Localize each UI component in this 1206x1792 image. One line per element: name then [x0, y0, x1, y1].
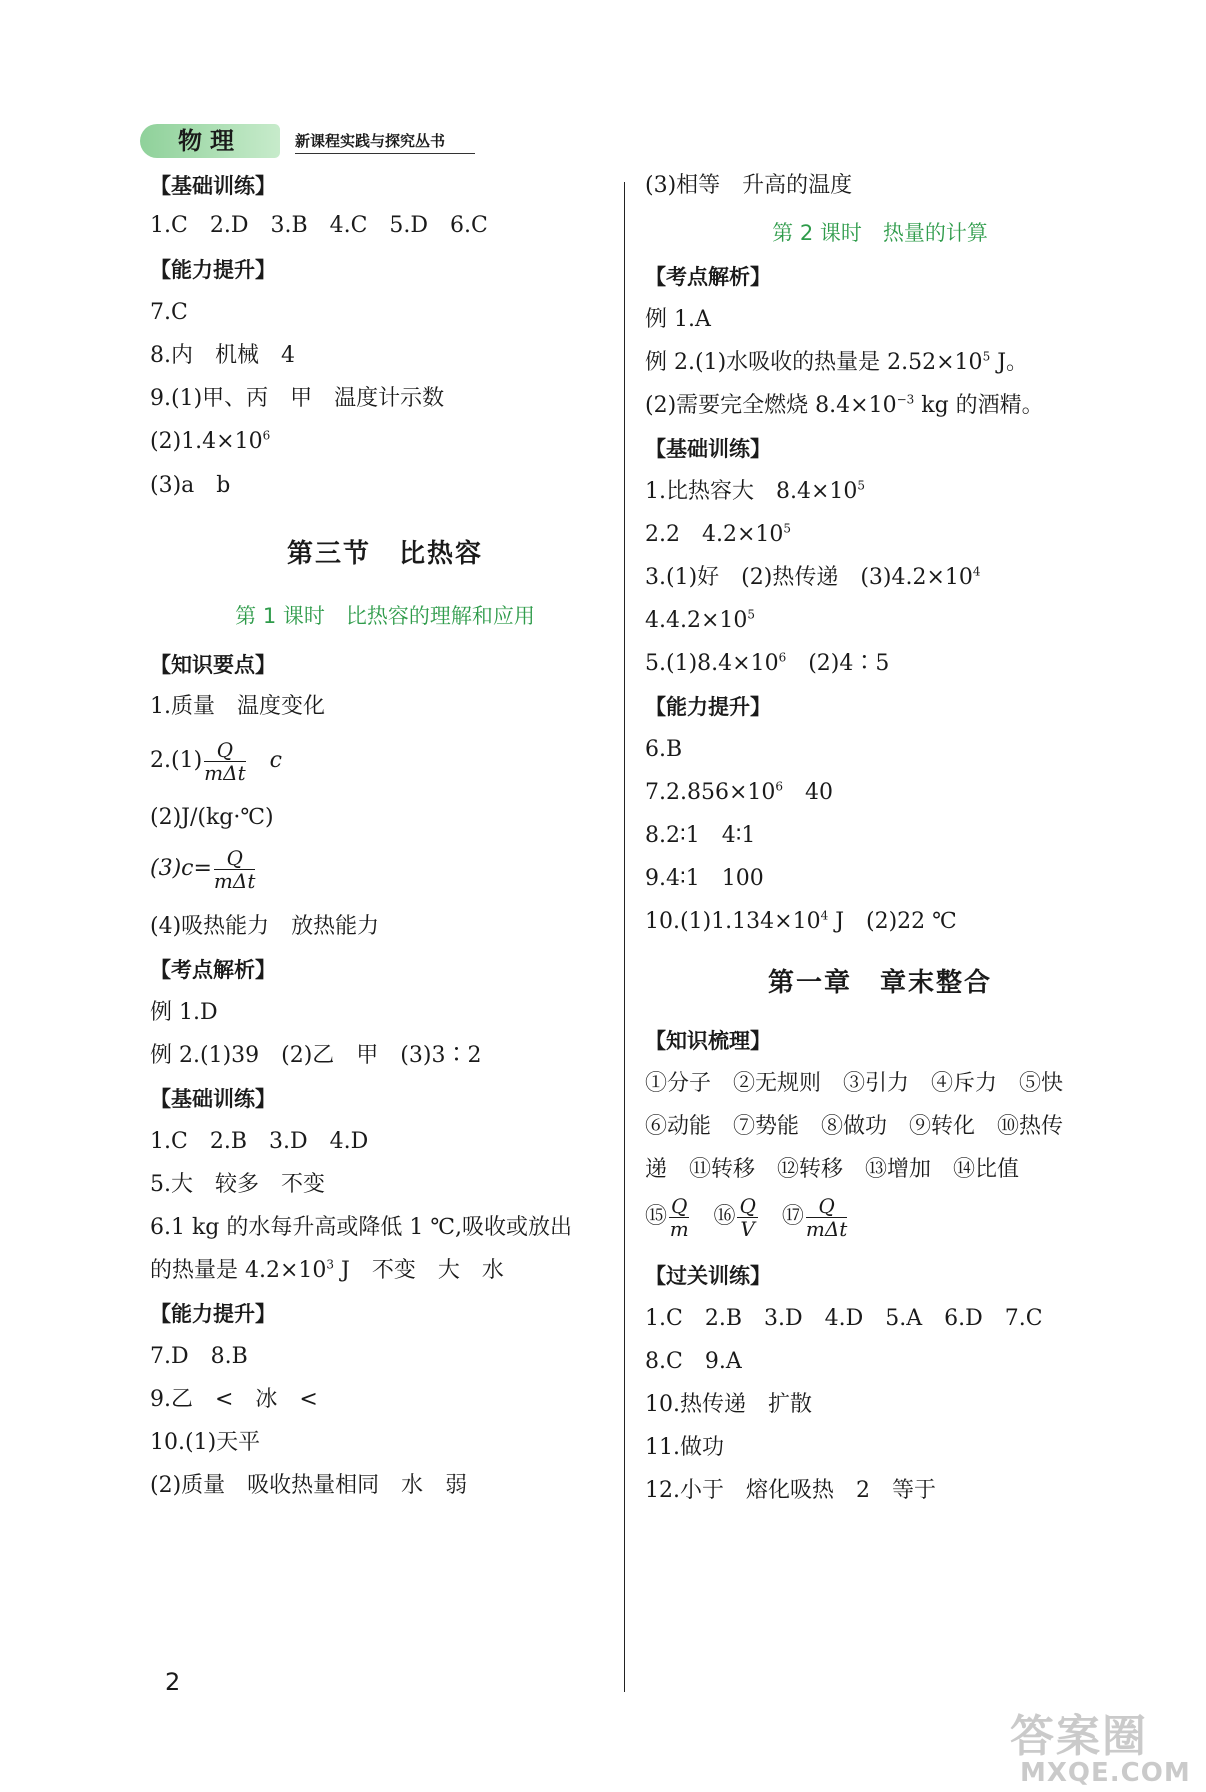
fraction: $\frac{Q}{\text{mΔt}}$: [805, 1193, 848, 1241]
page-header: [140, 120, 480, 160]
heading-pass-training: 【过关训练】: [645, 1264, 771, 1288]
answer-line: (3)c= $\frac{Q}{\text{mΔt}}$: [150, 845, 256, 893]
answer-line: 1.C 2.D 3.B 4.C 5.D 6.C: [150, 213, 488, 238]
answer-line: (3)相等 升高的温度: [645, 173, 853, 198]
answer-line: 1.比热容大 $8.4\times 10^5$: [645, 478, 866, 504]
answer-line: (2)质量 吸收热量相同 水 弱: [150, 1473, 468, 1498]
answer-line: $(2)1.4\times 10^6$: [150, 428, 271, 454]
lesson-title: 第 1 课时 比热容的理解和应用: [235, 604, 535, 628]
heading-basic-training: 【基础训练】: [150, 174, 276, 198]
answer-line: 例 1.A: [645, 307, 711, 332]
answer-line: 10.热传递 扩散: [645, 1392, 812, 1417]
heading-ability: 【能力提升】: [150, 1302, 276, 1326]
answer-line: (2)需要完全燃烧 $8.4\times 10^{-3}$ kg 的酒精。: [645, 392, 1044, 418]
section-title: 第一章 章末整合: [767, 968, 992, 998]
answer-line: 9.4∶1 100: [645, 866, 764, 891]
answer-line: 例 2.(1)水吸收的热量是 $2.52\times 10^5$ J。: [645, 349, 1029, 375]
answer-line: (2)J/(kg·℃): [150, 805, 274, 830]
answer-line: 的热量是 $4.2\times 10^3$ J 不变 大 水: [150, 1257, 504, 1283]
answer-line: 8.C 9.A: [645, 1349, 742, 1374]
answer-line: 6.1 kg 的水每升高或降低 1 ℃,吸收或放出: [150, 1215, 572, 1240]
section-title: 第三节 比热容: [286, 539, 483, 569]
answer-line: ⑥动能 ⑦势能 ⑧做功 ⑨转化 ⑩热传: [645, 1114, 1064, 1139]
answer-line: $7.2.856\times 10^6$ 40: [645, 779, 834, 805]
answer-line: 9.乙 < 冰 <: [150, 1387, 318, 1412]
heading-knowledge-review: 【知识梳理】: [645, 1029, 771, 1053]
answer-line: 例 2.(1)39 (2)乙 甲 (3)3∶2: [150, 1043, 482, 1068]
answer-line: 7.C: [150, 300, 188, 325]
answer-line: 9.(1)甲、丙 甲 温度计示数: [150, 386, 445, 411]
answer-line: 2.(1) $\frac{Q}{\text{mΔt}}$ c: [150, 737, 282, 785]
heading-knowledge: 【知识要点】: [150, 653, 276, 677]
answer-line: 5.大 较多 不变: [150, 1172, 325, 1197]
answer-line: $10.(1)1.134\times 10^4$ J (2)22 ℃: [645, 908, 957, 934]
heading-exam-points: 【考点解析】: [150, 958, 276, 982]
answer-line: 2.2 $4.2\times 10^5$: [645, 521, 792, 547]
answer-line: 12.小于 熔化吸热 2 等于: [645, 1478, 936, 1503]
heading-basic-training: 【基础训练】: [150, 1087, 276, 1111]
answer-line: 8.内 机械 4: [150, 343, 295, 368]
answer-line: 6.B: [645, 737, 683, 762]
answer-line: (4)吸热能力 放热能力: [150, 914, 380, 939]
answer-line: 11.做功: [645, 1435, 724, 1460]
answer-line: ①分子 ②无规则 ③引力 ④斥力 ⑤快: [645, 1071, 1064, 1096]
answer-line: 1.质量 温度变化: [150, 694, 325, 719]
watermark-main: 答案圈: [1010, 1711, 1148, 1762]
answer-line: 递 ⑪转移 ⑫转移 ⑬增加 ⑭比值: [645, 1157, 1020, 1182]
fraction: $\frac{Q}{V}$: [739, 1193, 756, 1241]
heading-basic-training: 【基础训练】: [645, 437, 771, 461]
answer-line: 10.(1)天平: [150, 1430, 261, 1455]
column-divider: [624, 182, 625, 1692]
watermark-url: MXQE.COM: [1020, 1758, 1191, 1788]
answer-line: 7.D 8.B: [150, 1344, 248, 1369]
answer-line: 例 1.D: [150, 1000, 218, 1025]
answer-line: ⑮ $\frac{Q}{m}$ ⑯ $\frac{Q}{V}$ ⑰ $\frac{Q}{\text{mΔt}}$: [645, 1193, 848, 1241]
answer-line: (3)a b: [150, 473, 231, 498]
fraction: $\frac{Q}{\text{mΔt}}$: [213, 845, 256, 893]
heading-ability: 【能力提升】: [645, 695, 771, 719]
series-title: 新课程实践与探究丛书: [295, 130, 475, 154]
fraction: $\frac{Q}{m}$: [669, 1193, 689, 1241]
fraction: $\frac{Q}{\text{mΔt}}$: [204, 737, 246, 785]
heading-exam-points: 【考点解析】: [645, 265, 771, 289]
watermark: [1000, 1700, 1200, 1790]
answer-line: 1.C 2.B 3.D 4.D: [150, 1129, 369, 1154]
lesson-title: 第 2 课时 热量的计算: [772, 221, 988, 245]
answer-line: 1.C 2.B 3.D 4.D 5.A 6.D 7.C: [645, 1306, 1043, 1331]
answer-line: 3.(1)好 (2)热传递 $(3)4.2\times 10^4$: [645, 564, 981, 590]
answer-line: 8.2∶1 4∶1: [645, 823, 756, 848]
page-number: 2: [165, 1668, 181, 1696]
answer-line: $4.4.2\times 10^5$: [645, 607, 756, 633]
subject-badge: 物理: [140, 124, 280, 158]
answer-line: $5.(1)8.4\times 10^6$ (2)4∶5: [645, 650, 890, 676]
heading-ability: 【能力提升】: [150, 258, 276, 282]
